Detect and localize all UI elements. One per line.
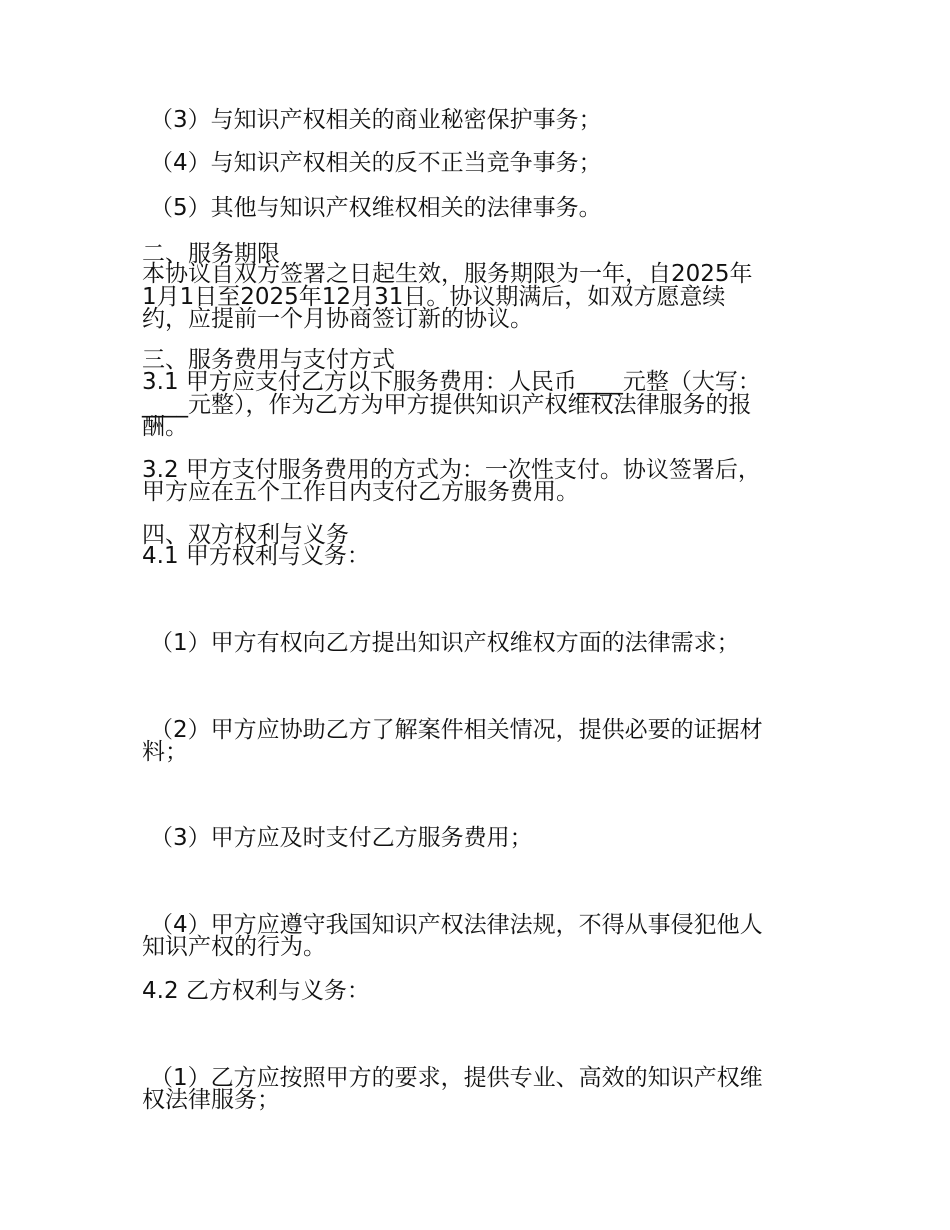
term-paragraph-line-3: 约，应提前一个月协商签订新的协议。 xyxy=(142,306,533,332)
party-a-item-4-line-2: 知识产权的行为。 xyxy=(142,934,326,960)
party-a-item-2-line-2: 料； xyxy=(142,739,188,765)
term-paragraph-line-1: 本协议自双方签署之日起生效，服务期限为一年，自2025年 xyxy=(142,261,753,287)
clause-3-1-line-2: ____元整），作为乙方为甲方提供知识产权维权法律服务的报 xyxy=(142,392,752,418)
party-a-item-4-line-1: （4）甲方应遵守我国知识产权法律法规，不得从事侵犯他人 xyxy=(150,912,763,938)
service-item-3: （3）与知识产权相关的商业秘密保护事务； xyxy=(150,107,602,133)
party-b-item-1-line-1: （1）乙方应按照甲方的要求，提供专业、高效的知识产权维 xyxy=(150,1065,763,1091)
service-item-5: （5）其他与知识产权维权相关的法律事务。 xyxy=(150,195,602,221)
service-item-4: （4）与知识产权相关的反不正当竞争事务； xyxy=(150,150,602,176)
section-heading-fees: 三、服务费用与支付方式 xyxy=(142,347,395,373)
clause-3-1-line-3: 酬。 xyxy=(142,414,188,440)
term-paragraph-line-2: 1月1日至2025年12月31日。协议期满后，如双方愿意续 xyxy=(142,284,726,310)
party-b-item-1-line-2: 权法律服务； xyxy=(142,1087,280,1113)
party-a-item-2-line-1: （2）甲方应协助乙方了解案件相关情况，提供必要的证据材 xyxy=(150,717,763,743)
clause-3-2-line-2: 甲方应在五个工作日内支付乙方服务费用。 xyxy=(142,479,579,505)
section-heading-term: 二、服务期限 xyxy=(142,241,280,267)
clause-4-1-title: 4.1 甲方权利与义务： xyxy=(142,543,370,569)
clause-3-1-line-1: 3.1 甲方应支付乙方以下服务费用：人民币____元整（大写： xyxy=(142,369,761,395)
clause-4-2-title: 4.2 乙方权利与义务： xyxy=(142,978,370,1004)
section-heading-rights: 四、双方权利与义务 xyxy=(142,522,349,548)
party-a-item-3: （3）甲方应及时支付乙方服务费用； xyxy=(150,825,533,851)
party-a-item-1: （1）甲方有权向乙方提出知识产权维权方面的法律需求； xyxy=(150,630,740,656)
clause-3-2-line-1: 3.2 甲方支付服务费用的方式为：一次性支付。协议签署后， xyxy=(142,457,761,483)
